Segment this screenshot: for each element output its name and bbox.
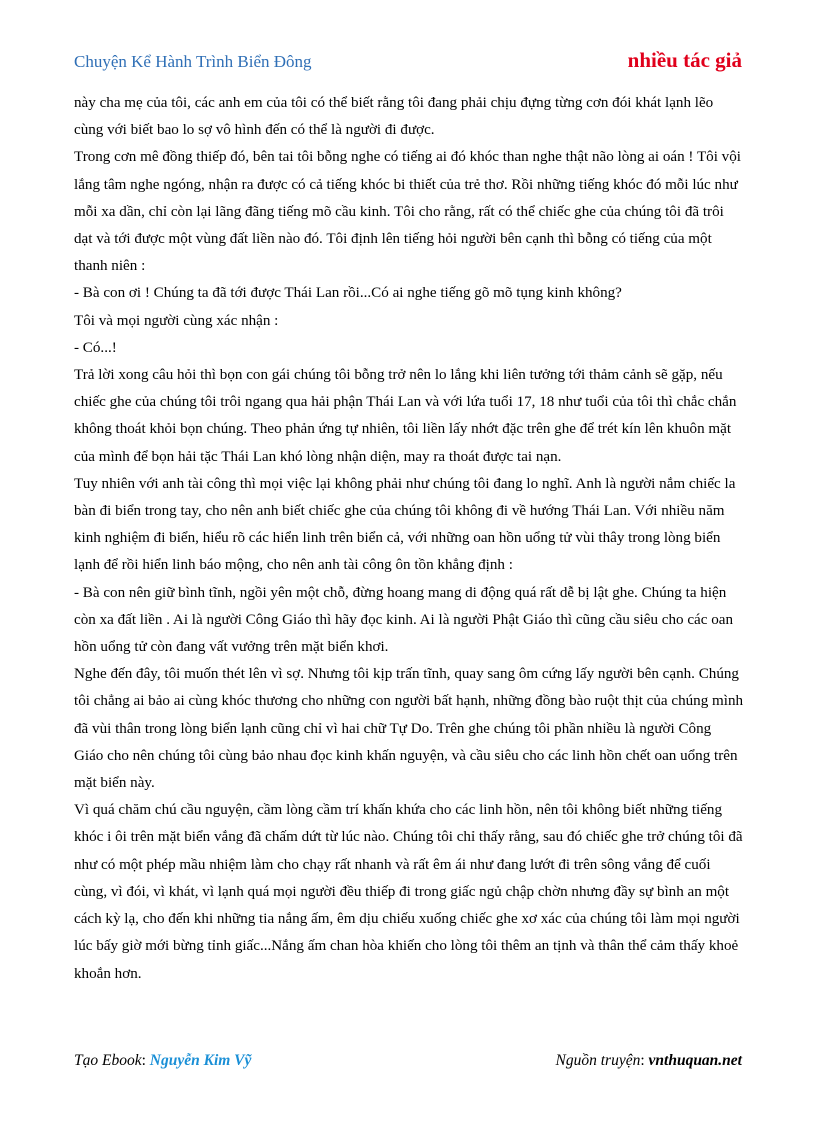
paragraph: Tuy nhiên với anh tài công thì mọi việc lại không phải như chúng tôi đang lo nghĩ. Anh là người nắm chiếc la bàn đi biển trong tay, cho nên anh biết chiếc ghe của chúng tôi không đi về hướng Thái Lan. Với nhiều năm kinh nghiệm đi biển, hiểu rõ các hiển linh trên biển cả, với những oan hồn uổng tử vùi thây trong lòng biển lạnh để rồi hiển linh báo mộng, cho nên anh tài công ôn tồn khẳng định : <box>74 475 736 574</box>
paragraph: Nghe đến đây, tôi muốn thét lên vì sợ. Nhưng tôi kịp trấn tĩnh, quay sang ôm cứng lấy người bên cạnh. Chúng tôi chẳng ai bảo ai cùng khóc thương cho những con người bất hạnh, những đồng bào ruột thịt của chúng mình đã vùi thân trong lòng biển lạnh cũng chỉ vì hai chữ Tự Do. Trên ghe chúng tôi phần nhiều là người Công Giáo cho nên chúng tôi cùng bảo nhau đọc kinh khấn nguyện, và cầu siêu cho các linh hồn chết oan uổng trên mặt biển này. <box>74 666 744 792</box>
paragraph: Tôi và mọi người cùng xác nhận : <box>74 312 279 329</box>
book-author: nhiều tác giả <box>627 48 742 72</box>
page-header <box>74 48 742 78</box>
source-credit: Nguồn truyện: vnthuquan.net <box>555 1052 742 1069</box>
source-credit-site[interactable]: vnthuquan.net <box>648 1052 742 1069</box>
paragraph: - Bà con nên giữ bình tĩnh, ngồi yên một chỗ, đừng hoang mang di động quá rất dễ bị lật ghe. Chúng ta hiện còn xa đất liền . Ai là người Công Giáo thì hãy đọc kinh. Ai là người Phật Giáo thì cũng cầu siêu cho các oan hồn uổng tử còn đang vất vưởng trên mặt biển khơi. <box>74 584 733 656</box>
paragraph: - Có...! <box>74 339 117 356</box>
paragraph: này cha mẹ của tôi, các anh em của tôi có thể biết rằng tôi đang phải chịu đựng từng cơn đói khát lạnh lẽo cùng với biết bao lo sợ vô hình đến có thể là người đi được. <box>74 95 714 139</box>
book-title: Chuyện Kể Hành Trình Biển Đông <box>74 52 312 71</box>
ebook-credit-name[interactable]: Nguyễn Kim Vỹ <box>149 1052 252 1069</box>
page-body <box>74 90 744 988</box>
paragraph: Trong cơn mê đồng thiếp đó, bên tai tôi bỗng nghe có tiếng ai đó khóc than nghe thật não lòng ai oán ! Tôi vội lắng tâm nghe ngóng, nhận ra được có cả tiếng khóc bi thiết của trẻ thơ. Rồi những tiếng khóc đó mỗi lúc như mỗi xa dần, chỉ còn lại lãng đãng tiếng mõ cầu kinh. Tôi cho rằng, rất có thể chiếc ghe của chúng tôi đã trôi dạt và tới được một vùng đất liền nào đó. Tôi định lên tiếng hỏi người bên cạnh thì bỗng có tiếng của một thanh niên : <box>74 149 741 275</box>
source-credit-label: Nguồn truyện <box>555 1052 641 1069</box>
paragraph: Vì quá chăm chú cầu nguyện, cầm lòng cầm trí khấn khứa cho các linh hồn, nên tôi không biết những tiếng khóc i ôi trên mặt biển vắng đã chấm dứt từ lúc nào. Chúng tôi chỉ thấy rằng, sau đó chiếc ghe trở chúng tôi đã như có một phép mầu nhiệm làm cho chạy rất nhanh và rất êm ái như đang lướt đi trên sông vắng để cuối cùng, vì đói, vì khát, vì lạnh quá mọi người đều thiếp đi trong giấc ngủ chập chờn nhưng đầy sự bình an một cách kỳ lạ, cho đến khi những tia nắng ấm, êm dịu chiếu xuống chiếc ghe xơ xác của chúng tôi làm mọi người lúc bấy giờ mới bừng tỉnh giấc...Nắng ấm chan hòa khiến cho lòng tôi thêm an tịnh và thân thể cảm thấy khoẻ khoắn hơn. <box>74 802 743 982</box>
ebook-credit-label: Tạo Ebook <box>74 1052 142 1069</box>
page-footer <box>74 1052 742 1070</box>
paragraph: - Bà con ơi ! Chúng ta đã tới được Thái Lan rồi...Có ai nghe tiếng gõ mõ tụng kinh không? <box>74 285 622 302</box>
paragraph: Trả lời xong câu hỏi thì bọn con gái chúng tôi bỗng trở nên lo lắng khi liên tưởng tới thảm cảnh sẽ gặp, nếu chiếc ghe của chúng tôi trôi ngang qua hải phận Thái Lan và với lứa tuổi 17, 18 như tuổi của tôi thì chắc chắn không thoát khỏi bọn chúng. Theo phản ứng tự nhiên, tôi liền lấy nhớt đặc trên ghe để trét kín lên khuôn mặt của mình để bọn hải tặc Thái Lan khó lòng nhận diện, may ra thoát được tai nạn. <box>74 367 737 465</box>
ebook-credit: Tạo Ebook: Nguyễn Kim Vỹ <box>74 1052 252 1069</box>
